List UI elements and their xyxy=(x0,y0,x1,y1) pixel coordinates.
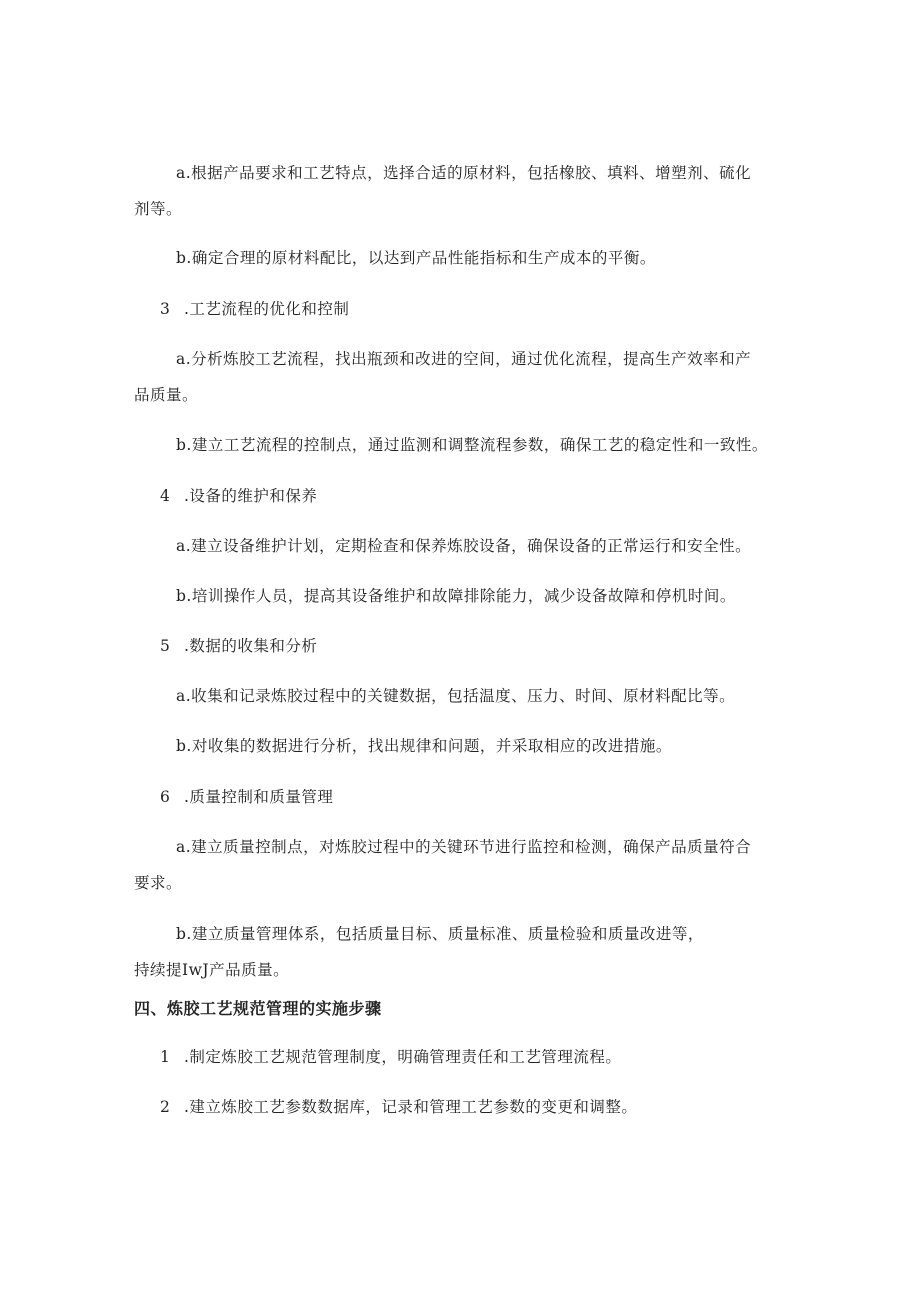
item-text: .制定炼胶工艺规范管理制度，明确管理责任和工艺管理流程。 xyxy=(184,1048,622,1066)
item-number: 5 xyxy=(160,637,171,655)
numbered-item xyxy=(160,299,349,319)
paragraph-line: 剂等。 xyxy=(134,200,183,218)
paragraph-line: b.建立工艺流程的控制点，通过监测和调整流程参数，确保工艺的稳定性和一致性。 xyxy=(176,436,768,454)
paragraph-line: b.培训操作人员，提高其设备维护和故障排除能力，减少设备故障和停机时间。 xyxy=(176,587,736,605)
item-text: .设备的维护和保养 xyxy=(184,487,318,505)
item-number: 1 xyxy=(160,1048,171,1066)
paragraph-line: 持续提IwJ产品质量。 xyxy=(134,961,290,979)
numbered-item xyxy=(160,486,317,506)
item-number: 3 xyxy=(160,300,171,318)
numbered-item xyxy=(160,787,333,807)
paragraph-line: a.建立质量控制点，对炼胶过程中的关键环节进行监控和检测，确保产品质量符合 xyxy=(176,838,752,856)
paragraph-line: a.收集和记录炼胶过程中的关键数据，包括温度、压力、时间、原材料配比等。 xyxy=(176,687,736,705)
paragraph-line: a.建立设备维护计划，定期检查和保养炼胶设备，确保设备的正常运行和安全性。 xyxy=(176,537,752,555)
paragraph-line: a.分析炼胶工艺流程，找出瓶颈和改进的空间，通过优化流程，提高生产效率和产 xyxy=(176,350,752,368)
item-text: .质量控制和质量管理 xyxy=(184,788,334,806)
numbered-item xyxy=(160,1047,621,1067)
numbered-item xyxy=(160,1097,637,1117)
item-number: 6 xyxy=(160,788,171,806)
item-text: .工艺流程的优化和控制 xyxy=(184,300,350,318)
item-text: .数据的收集和分析 xyxy=(184,637,318,655)
item-number: 4 xyxy=(160,487,171,505)
item-text: .建立炼胶工艺参数数据库，记录和管理工艺参数的变更和调整。 xyxy=(184,1098,638,1116)
numbered-item xyxy=(160,636,317,656)
paragraph-line: b.确定合理的原材料配比，以达到产品性能指标和生产成本的平衡。 xyxy=(176,249,656,267)
item-number: 2 xyxy=(160,1098,171,1116)
paragraph-line: b.对收集的数据进行分析，找出规律和问题，并采取相应的改进措施。 xyxy=(176,737,672,755)
paragraph-line: 要求。 xyxy=(134,874,183,892)
paragraph-line: b.建立质量管理体系，包括质量目标、质量标准、质量检验和质量改进等， xyxy=(176,925,704,943)
section-heading: 四、炼胶工艺规范管理的实施步骤 xyxy=(134,999,382,1018)
paragraph-line: 品质量。 xyxy=(134,386,199,404)
paragraph-line: a.根据产品要求和工艺特点，选择合适的原材料，包括橡胶、填料、增塑剂、硫化 xyxy=(176,164,752,182)
